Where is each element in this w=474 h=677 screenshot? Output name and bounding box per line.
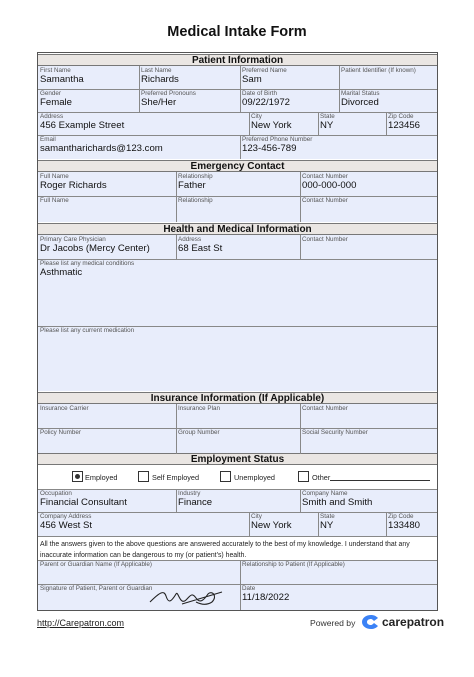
phone-label: Preferred Phone Number — [242, 136, 313, 143]
unemployed-option-label: Unemployed — [234, 473, 275, 482]
emergency-contact-2-label: Contact Number — [302, 197, 348, 204]
company-city-value: New York — [251, 520, 292, 531]
company-address-label: Company Address — [40, 513, 92, 520]
signature-date-field[interactable] — [240, 584, 437, 610]
company-address-value: 456 West St — [40, 520, 93, 531]
preferred-name-label: Preferred Name — [242, 67, 287, 74]
city-field[interactable] — [249, 112, 318, 135]
address-value: 456 Example Street — [40, 120, 125, 131]
date-of-birth-label: Date of Birth — [242, 90, 277, 97]
insurance-carrier-label: Insurance Carrier — [40, 405, 89, 412]
physician-address-field[interactable] — [176, 235, 300, 259]
physician-contact-field[interactable] — [300, 235, 437, 259]
last-name-label: Last Name — [141, 67, 172, 74]
zip-code-label: Zip Code — [388, 113, 414, 120]
physician-address-label: Address — [178, 236, 202, 243]
date-of-birth-value: 09/22/1972 — [242, 97, 291, 108]
employment-options — [38, 465, 437, 489]
emergency-contact-value: 000-000-000 — [302, 180, 357, 191]
self-employed-radio[interactable] — [138, 471, 149, 482]
company-name-field[interactable] — [300, 489, 437, 512]
physician-label: Primary Care Physician — [40, 236, 106, 243]
signature-scribble — [146, 586, 226, 608]
date-of-birth-field[interactable] — [240, 89, 339, 112]
phone-value: 123-456-789 — [242, 143, 297, 154]
email-field[interactable] — [38, 135, 240, 159]
insurance-plan-label: Insurance Plan — [178, 405, 221, 412]
section-employment-status: Employment Status — [38, 453, 437, 465]
ssn-label: Social Security Number — [302, 429, 368, 436]
emergency-relationship-2-label: Relationship — [178, 197, 213, 204]
employed-option-label: Employed — [85, 473, 118, 482]
company-city-label: City — [251, 513, 262, 520]
guardian-relationship-label: Relationship to Patient (If Applicable) — [242, 561, 345, 568]
marital-status-field[interactable] — [339, 89, 437, 112]
company-state-field[interactable] — [318, 512, 386, 536]
company-state-value: NY — [320, 520, 334, 531]
emergency-name-2-field[interactable] — [38, 196, 176, 222]
first-name-value: Samantha — [40, 74, 84, 85]
other-option-label: Other — [312, 473, 331, 482]
preferred-name-value: Sam — [242, 74, 262, 85]
patient-identifier-label: Patient Identifier (If known) — [341, 67, 416, 74]
company-address-field[interactable] — [38, 512, 249, 536]
section-insurance: Insurance Information (If Applicable) — [38, 392, 437, 404]
current-medication-label: Please list any current medication — [40, 327, 135, 334]
medical-conditions-textarea[interactable] — [38, 259, 437, 326]
signature-field[interactable] — [38, 584, 240, 610]
occupation-label: Occupation — [40, 490, 72, 497]
insurance-carrier-field[interactable] — [38, 404, 176, 428]
emergency-name-label: Full Name — [40, 173, 69, 180]
company-state-label: State — [320, 513, 335, 520]
state-value: NY — [320, 120, 334, 131]
first-name-label: First Name — [40, 67, 71, 74]
emergency-relationship-label: Relationship — [178, 173, 213, 180]
gender-label: Gender — [40, 90, 62, 97]
physician-field[interactable] — [38, 235, 176, 259]
section-patient-information: Patient Information — [38, 54, 437, 66]
signature-date-label: Date — [242, 585, 256, 592]
insurance-contact-field[interactable] — [300, 404, 437, 428]
emergency-name-field[interactable] — [38, 172, 176, 196]
last-name-value: Richards — [141, 74, 179, 85]
form-title: Medical Intake Form — [167, 24, 307, 40]
physician-contact-label: Contact Number — [302, 236, 348, 243]
carepatron-logo-icon — [361, 614, 381, 630]
pronouns-field[interactable] — [139, 89, 240, 112]
policy-number-field[interactable] — [38, 428, 176, 454]
guardian-name-label: Parent or Guardian Name (If Applicable) — [40, 561, 153, 568]
company-zip-label: Zip Code — [388, 513, 414, 520]
email-value: samantharichards@123.com — [40, 143, 163, 154]
accuracy-disclaimer: All the answers given to the above questions are answered accurately to the best of my knowledge. I understand that any inaccurate information can be dangerous to my (or patient’s) health. — [40, 541, 410, 559]
company-name-value: Smith and Smith — [302, 497, 373, 508]
guardian-relationship-field[interactable] — [240, 560, 437, 584]
physician-address-value: 68 East St — [178, 243, 223, 254]
medical-conditions-label: Please list any medical conditions — [40, 260, 135, 267]
emergency-relationship-value: Father — [178, 180, 206, 191]
marital-status-value: Divorced — [341, 97, 379, 108]
company-zip-value: 133480 — [388, 520, 421, 531]
emergency-relationship-2-field[interactable] — [176, 196, 300, 222]
company-name-label: Company Name — [302, 490, 348, 497]
insurance-plan-field[interactable] — [176, 404, 300, 428]
gender-field[interactable] — [38, 89, 139, 112]
preferred-name-field[interactable] — [240, 66, 339, 89]
address-field[interactable] — [38, 112, 249, 135]
emergency-relationship-field[interactable] — [176, 172, 300, 196]
medical-conditions-value: Asthmatic — [40, 267, 83, 278]
first-name-field[interactable] — [38, 66, 139, 89]
signature-label: Signature of Patient, Parent or Guardian — [40, 585, 153, 592]
signature-date-value: 11/18/2022 — [242, 592, 290, 603]
emergency-contact-2-field[interactable] — [300, 196, 437, 222]
medical-intake-form — [37, 52, 438, 611]
email-label: Email — [40, 136, 56, 143]
pronouns-label: Preferred Pronouns — [141, 90, 196, 97]
zip-code-value: 123456 — [388, 120, 421, 131]
ssn-field[interactable] — [300, 428, 437, 454]
emergency-contact-field[interactable] — [300, 172, 437, 196]
other-radio[interactable] — [298, 471, 309, 482]
state-field[interactable] — [318, 112, 386, 135]
carepatron-link[interactable]: http://Carepatron.com — [37, 618, 125, 628]
city-label: City — [251, 113, 262, 120]
emergency-contact-label: Contact Number — [302, 173, 348, 180]
last-name-field[interactable] — [139, 66, 240, 89]
emergency-name-2-label: Full Name — [40, 197, 69, 204]
occupation-field[interactable] — [38, 489, 176, 512]
phone-field[interactable] — [240, 135, 437, 159]
employed-radio[interactable] — [72, 471, 83, 482]
unemployed-radio[interactable] — [220, 471, 231, 482]
group-number-field[interactable] — [176, 428, 300, 454]
carepatron-brand: carepatron — [382, 615, 445, 629]
current-medication-textarea[interactable] — [38, 326, 437, 391]
zip-code-field[interactable] — [386, 112, 437, 135]
company-zip-field[interactable] — [386, 512, 437, 536]
self-employed-option-label: Self Employed — [152, 473, 200, 482]
physician-value: Dr Jacobs (Mercy Center) — [40, 243, 150, 254]
group-number-label: Group Number — [178, 429, 220, 436]
industry-value: Finance — [178, 497, 213, 508]
powered-by-label: Powered by — [310, 618, 356, 628]
address-label: Address — [40, 113, 64, 120]
section-emergency-contact: Emergency Contact — [38, 160, 437, 172]
patient-identifier-field[interactable] — [339, 66, 437, 89]
industry-field[interactable] — [176, 489, 300, 512]
gender-value: Female — [40, 97, 72, 108]
other-underline — [330, 480, 430, 481]
policy-number-label: Policy Number — [40, 429, 81, 436]
city-value: New York — [251, 120, 292, 131]
occupation-value: Financial Consultant — [40, 497, 127, 508]
marital-status-label: Marital Status — [341, 90, 380, 97]
industry-label: Industry — [178, 490, 201, 497]
section-health-medical: Health and Medical Information — [38, 223, 437, 235]
insurance-contact-label: Contact Number — [302, 405, 348, 412]
state-label: State — [320, 113, 335, 120]
company-city-field[interactable] — [249, 512, 318, 536]
guardian-name-field[interactable] — [38, 560, 240, 584]
emergency-name-value: Roger Richards — [40, 180, 107, 191]
pronouns-value: She/Her — [141, 97, 177, 108]
